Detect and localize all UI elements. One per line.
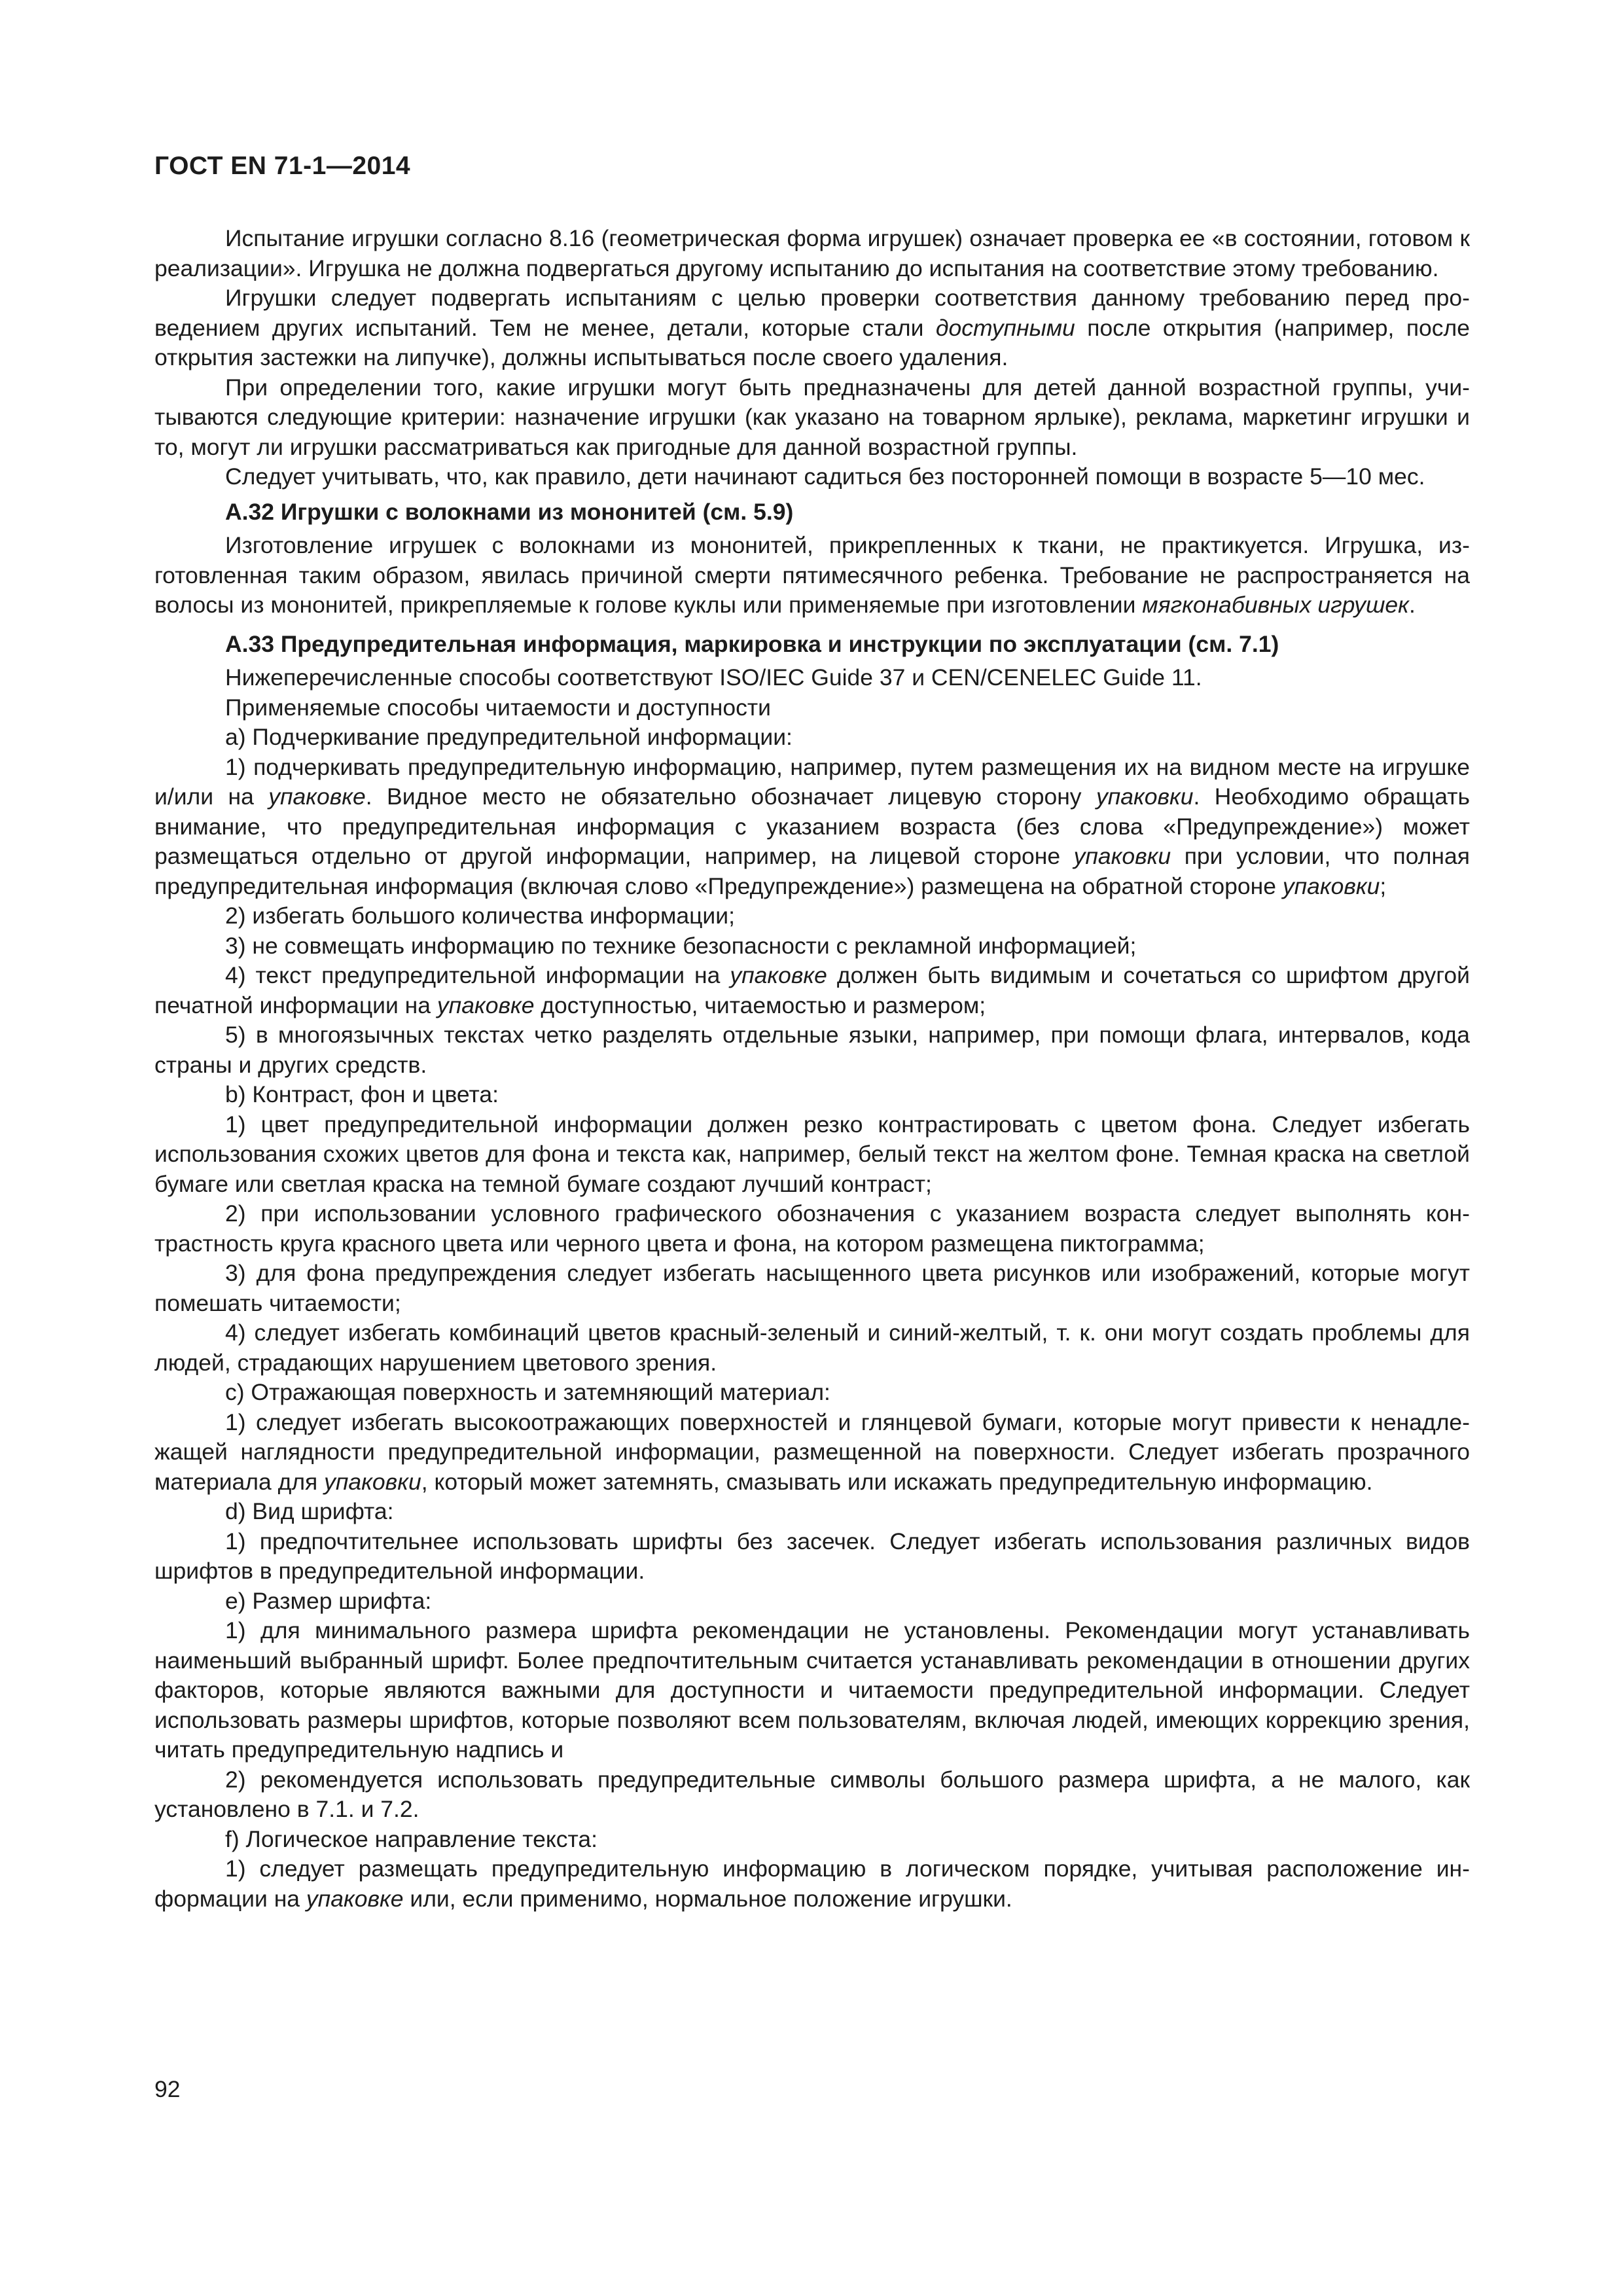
text-run: 1) подчеркивать предупредительную информацию, например, путем размещения их на видном месте на игрушке и/или на xyxy=(154,753,1470,810)
text-run: должен быть видимым и сочетаться со шрифтом другой печатной информации на xyxy=(154,962,1470,1018)
document-body xyxy=(154,224,1470,1914)
section-heading-a33: А.33 Предупредительная информация, маркировка и инструкции по эксплуатации (см. 7.1) xyxy=(225,630,1279,657)
page-number: 92 xyxy=(154,2076,181,2102)
list-item: 1) предпочтительнее использовать шрифты без засечек. Следует избегать использования различных видов шрифтов в предупредительной информации. xyxy=(154,1528,1470,1584)
list-item: 1) цвет предупредительной информации должен резко контрастировать с цветом фона. Следует избегать использования схожих цветов для фона и текста как, например, белый текст на желтом фоне. Темная краска на светлой бумаге или светлая краска на темной бумаге создают лучший контраст; xyxy=(154,1111,1470,1197)
list-item: 3) для фона предупреждения следует избегать насыщенного цвета рисунков или изображений, которые могут помешать читаемости; xyxy=(154,1260,1470,1316)
italic-term: мягконабивных игрушек xyxy=(1142,592,1409,618)
standard-header: ГОСТ EN 71-1—2014 xyxy=(154,152,411,180)
text-run: Игрушки следует подвергать испытаниям с целью проверки соответствия данному требованию перед проведением других испытаний. Тем не менее, детали, которые стали xyxy=(154,285,1470,341)
text-run: при условии, что полная предупредительная информация (включая слово «Предупреждение») размещена на обратной стороне xyxy=(154,843,1470,899)
text-run: 1) следует размещать предупредительную информацию в логическом порядке, учитывая расположение информации на xyxy=(154,1856,1470,1912)
list-item: 1) для минимального размера шрифта рекомендации не установлены. Рекомендации могут устанавливать наименьший выбранный шрифт. Более предпочтительным считается устанавливать рекомендации в отношении других факторов, которые являются важными для доступности и читаемости предупредительной информации. Следует использовать размеры шрифтов, которые позволяют всем пользователям, включая людей, имеющих коррекцию зрения, читать предупредительную надпись и xyxy=(154,1617,1470,1763)
text-run: Изготовление игрушек с волокнами из мононитей, прикрепленных к ткани, не практикуется. Игрушка, изготовленная таким образом, явилась причиной смерти пятимесячного ребенка. Требование не распространяется на волосы из мононитей, прикрепляемые к голове куклы или применяемые при изготовлении xyxy=(154,532,1470,618)
italic-term: доступными xyxy=(935,314,1075,341)
text-run: . Необходимо обращать внимание, что предупредительная информация с указанием возраста (без слова «Предупреждение») может размещаться отдельно от другой информации, например, на лицевой стороне xyxy=(154,783,1470,869)
list-item xyxy=(154,1408,1470,1498)
list-item: 2) при использовании условного графического обозначения с указанием возраста следует выполнять контрастность круга красного цвета или черного цвета и фона, на котором размещена пиктограмма; xyxy=(154,1200,1470,1257)
italic-term: упаковки xyxy=(1096,783,1194,810)
text-run: ; xyxy=(1380,872,1387,899)
list-heading: b) Контраст, фон и цвета: xyxy=(225,1081,499,1107)
list-item: 2) рекомендуется использовать предупредительные символы большого размера шрифта, а не малого, как установлено в 7.1. и 7.2. xyxy=(154,1766,1470,1822)
list-item: 3) не совмещать информацию по технике безопасности с рекламной информацией; xyxy=(225,932,1137,959)
text-run: после открытия (например, после открытия застежки на липучке), должны испытываться после своего удаления. xyxy=(154,314,1470,370)
text-run: , который может затемнять, смазывать или искажать предупредительную информацию. xyxy=(421,1468,1373,1495)
italic-term: упаковке xyxy=(268,783,366,810)
text-run: доступностью, читаемостью и размером; xyxy=(534,992,986,1018)
list-item: 5) в многоязычных текстах четко разделять отдельные языки, например, при помощи флага, интервалов, кода страны и других средств. xyxy=(154,1022,1470,1078)
text-run: 1) следует избегать высокоотражающих поверхностей и глянцевой бумаги, которые могут привести к ненадлежащей наглядности предупредительной информации, размещенной на поверхности. Следует избегать прозрачного материала для xyxy=(154,1408,1470,1495)
list-item: 2) избегать большого количества информации; xyxy=(225,903,735,929)
italic-term: упаковке xyxy=(437,992,535,1018)
list-item xyxy=(154,961,1470,1020)
italic-term: упаковки xyxy=(1282,872,1380,899)
list-heading: a) Подчеркивание предупредительной информации: xyxy=(225,724,793,750)
text-run: или, если применимо, нормальное положение игрушки. xyxy=(403,1885,1012,1912)
text-run: 4) текст предупредительной информации на xyxy=(225,962,730,988)
list-heading: f) Логическое направление текста: xyxy=(225,1825,597,1852)
paragraph: При определении того, какие игрушки могут быть предназначены для детей данной возрастной группы, учитываются следующие критерии: назначение игрушки (как указано на товарном ярлыке), реклама, маркетинг игрушки и то, могут ли игрушки рассматриваться как пригодные для данной возрастной группы. xyxy=(154,374,1470,460)
list-heading: e) Размер шрифта: xyxy=(225,1587,432,1614)
list-heading: d) Вид шрифта: xyxy=(225,1498,394,1524)
paragraph: Следует учитывать, что, как правило, дети начинают садиться без посторонней помощи в возрасте 5—10 мес. xyxy=(225,463,1425,490)
section-heading-a32: А.32 Игрушки с волокнами из мононитей (см. 5.9) xyxy=(225,498,794,525)
list-item xyxy=(154,753,1470,902)
paragraph xyxy=(154,283,1470,373)
italic-term: упаковки xyxy=(1073,843,1171,869)
paragraph: Применяемые способы читаемости и доступности xyxy=(225,694,771,721)
paragraph xyxy=(154,531,1470,620)
italic-term: упаковке xyxy=(306,1885,404,1912)
italic-term: упаковки xyxy=(324,1468,421,1495)
list-item xyxy=(154,1854,1470,1914)
paragraph: Испытание игрушки согласно 8.16 (геометрическая форма игрушек) означает проверка ее «в состоянии, готовом к реализации». Игрушка не должна подвергаться другому испытанию до испытания на соответствие этому требованию. xyxy=(154,225,1470,281)
list-item: 4) следует избегать комбинаций цветов красный-зеленый и синий-желтый, т. к. они могут создать проблемы для людей, страдающих нарушением цветового зрения. xyxy=(154,1319,1470,1376)
text-run: . xyxy=(1408,592,1416,618)
text-run: . Видное место не обязательно обозначает лицевую сторону xyxy=(365,783,1096,810)
list-heading: c) Отражающая поверхность и затемняющий материал: xyxy=(225,1379,830,1405)
italic-term: упаковке xyxy=(730,962,827,988)
paragraph: Нижеперечисленные способы соответствуют ISO/IEC Guide 37 и CEN/CENELEC Guide 11. xyxy=(225,664,1202,691)
